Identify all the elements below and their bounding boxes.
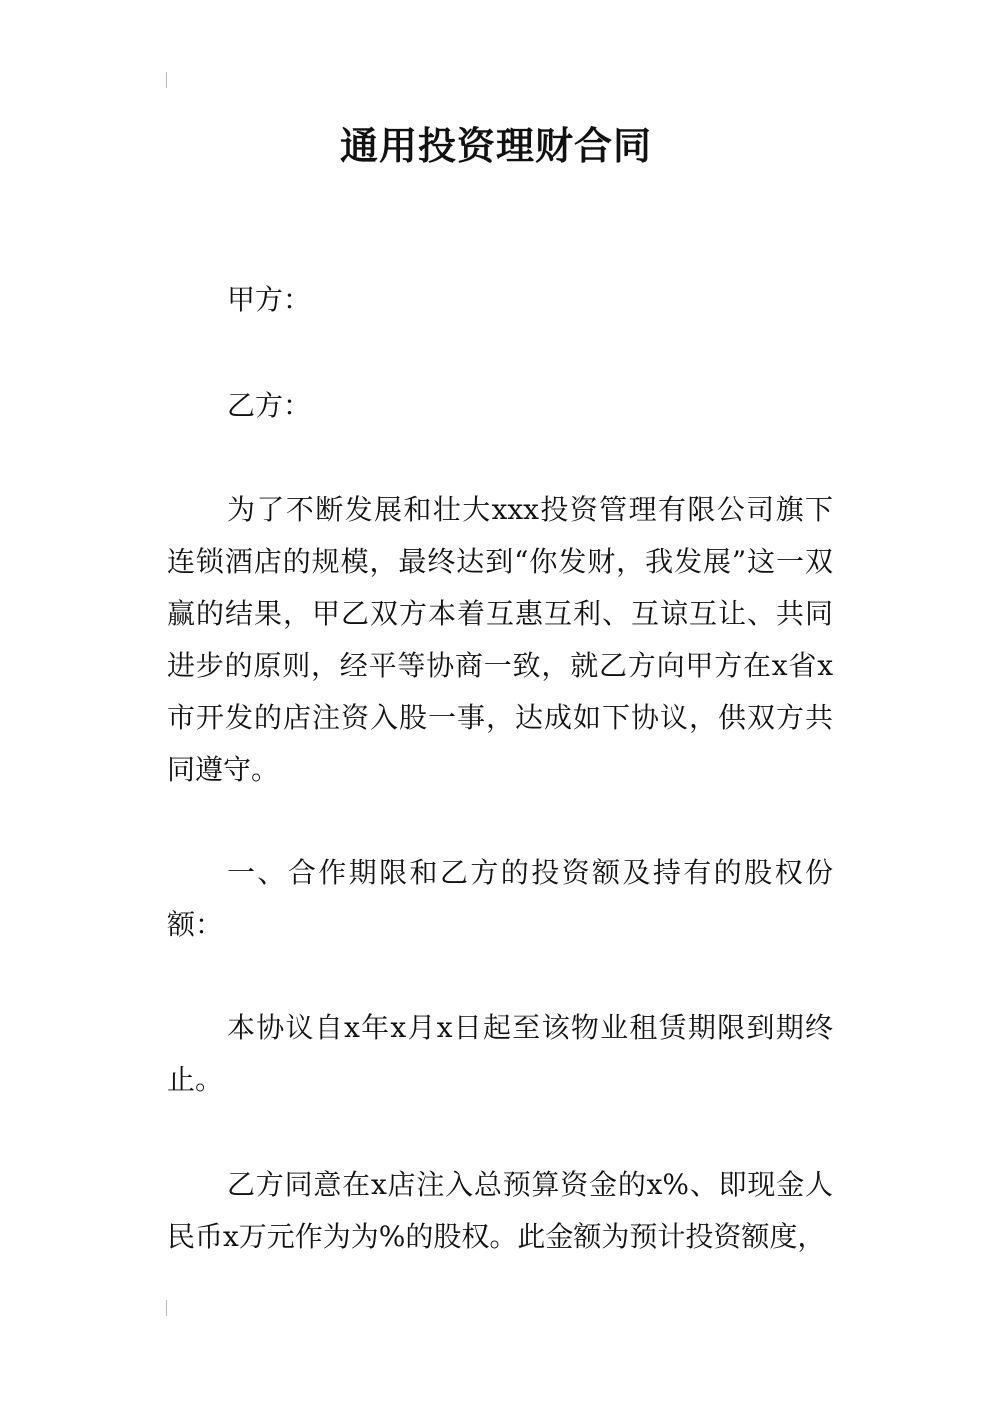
section-1-heading: 一、合作期限和乙方的投资额及持有的股权份额： (167, 856, 833, 941)
intro-paragraph: 为了不断发展和壮大xxx投资管理有限公司旗下连锁酒店的规模，最终达到“你发财，我发展”这一双赢的结果，甲乙双方本着互惠互利、互谅互让、共同进步的原则，经平等协商一致，就乙方向甲方在x省x市开发的店注资入股一事，达成如下协议，供双方共同遵守。 (167, 493, 833, 786)
section-1-term-paragraph: 本协议自x年x月x日起至该物业租赁期限到期终止。 (167, 1011, 833, 1096)
party-a-line: 甲方： (227, 283, 312, 316)
section-1-investment-paragraph: 乙方同意在x店注入总预算资金的x%、即现金人民币x万元作为为%的股权。此金额为预计投资额度， (167, 1168, 833, 1253)
document-title: 通用投资理财合同 (339, 124, 652, 168)
page-corner-mark (166, 72, 167, 88)
party-b-line: 乙方： (227, 389, 312, 422)
page-corner-mark (166, 1300, 167, 1316)
